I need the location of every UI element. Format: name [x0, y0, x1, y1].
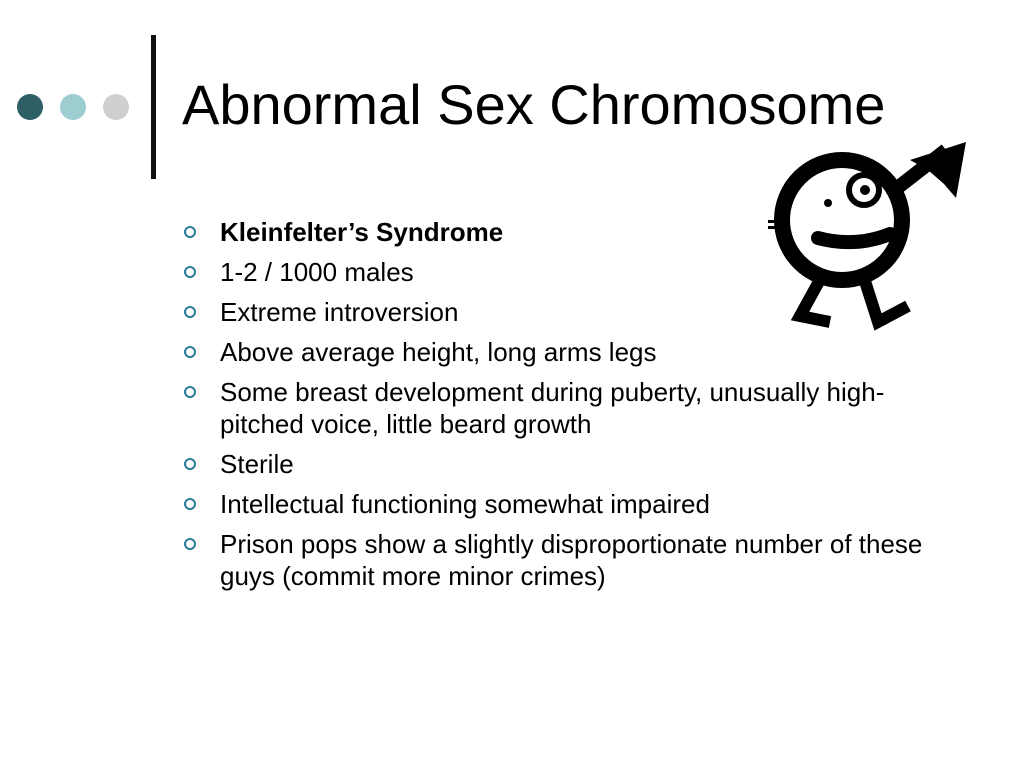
title-divider — [151, 35, 156, 179]
list-item — [182, 488, 962, 520]
decor-dot-grey — [103, 94, 129, 120]
list-item — [182, 336, 962, 368]
decor-dot-dark — [17, 94, 43, 120]
bullet-text: Sterile — [220, 449, 294, 479]
bullet-ring-icon — [184, 346, 196, 358]
bullet-ring-icon — [184, 226, 196, 238]
bullet-ring-icon — [184, 498, 196, 510]
bullet-text: Some breast development during puberty, unusually high-pitched voice, little beard growth — [220, 377, 885, 439]
list-item — [182, 216, 962, 248]
list-item — [182, 528, 962, 592]
bullet-ring-icon — [184, 458, 196, 470]
bullet-text: Intellectual functioning somewhat impaired — [220, 489, 710, 519]
list-item — [182, 256, 962, 288]
decor-dot-light — [60, 94, 86, 120]
list-item — [182, 448, 962, 480]
bullet-text: Above average height, long arms legs — [220, 337, 657, 367]
bullet-text: Extreme introversion — [220, 297, 459, 327]
slide-title: Abnormal Sex Chromosome — [182, 73, 886, 136]
list-item — [182, 296, 962, 328]
bullet-ring-icon — [184, 538, 196, 550]
bullet-ring-icon — [184, 306, 196, 318]
bullet-ring-icon — [184, 266, 196, 278]
bullet-text: Kleinfelter’s Syndrome — [220, 217, 504, 247]
bullet-ring-icon — [184, 386, 196, 398]
bullet-text: Prison pops show a slightly disproportionate number of these guys (commit more minor crimes) — [220, 529, 923, 591]
list-item — [182, 376, 962, 440]
bullet-text: 1-2 / 1000 males — [220, 257, 414, 287]
bullet-list — [182, 216, 962, 600]
